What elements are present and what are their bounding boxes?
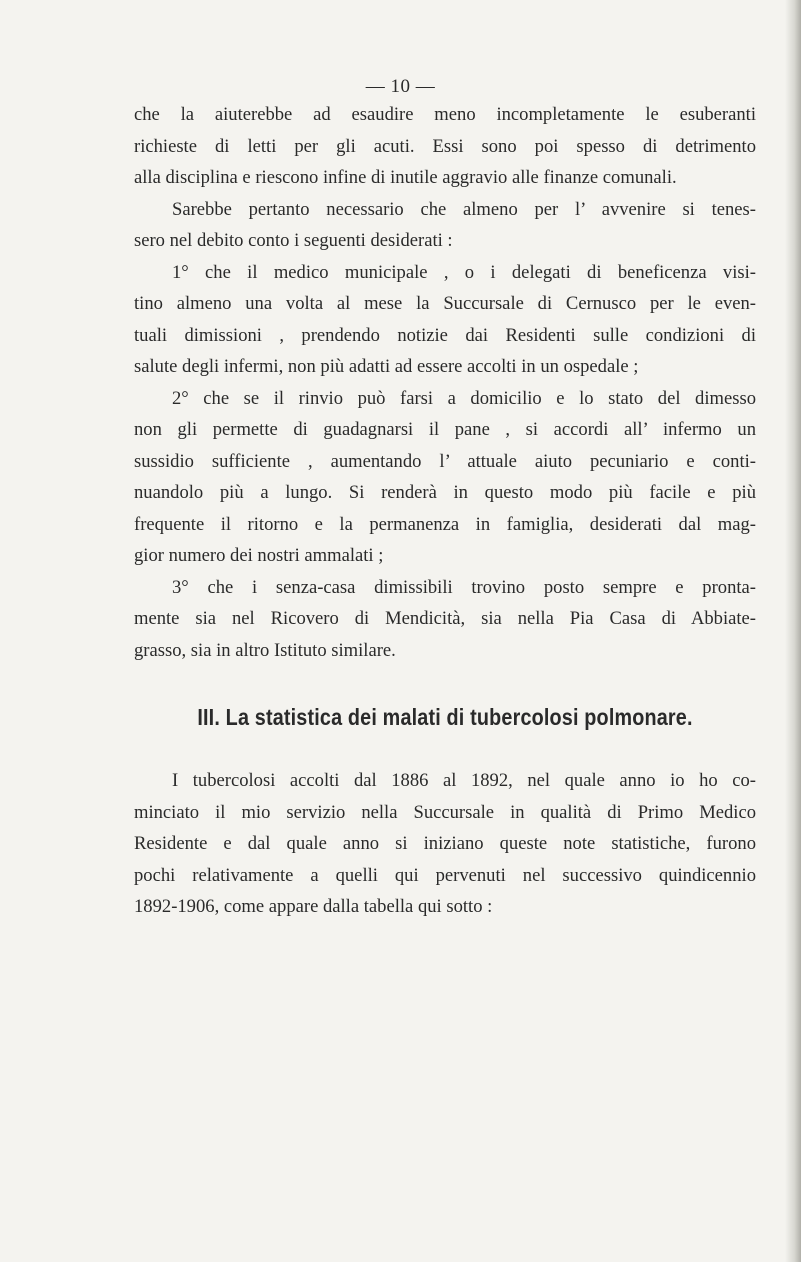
text-line: minciato il mio servizio nella Succursale in qualità di Primo Medico — [134, 801, 756, 823]
text-line: alla disciplina e riescono infine di inutile aggravio alle finanze comunali. — [134, 167, 677, 188]
text-line: richieste di letti per gli acuti. Essi sono poi spesso di detrimento — [134, 135, 756, 157]
text-line: frequente il ritorno e la permanenza in famiglia, desiderati dal mag- — [134, 513, 756, 535]
text-line: tino almeno una volta al mese la Succursale di Cernusco per le even- — [134, 293, 756, 314]
text-line: sero nel debito conto i seguenti desiderati : — [134, 230, 453, 251]
text-line: 1892-1906, come appare dalla tabella qui sotto : — [134, 896, 493, 917]
text-line: I tubercolosi accolti dal 1886 al 1892, nel quale anno io ho co- — [172, 770, 756, 791]
page-body — [134, 99, 756, 923]
text-line: non gli permette di guadagnarsi il pane , si accordi all’ infermo un — [134, 419, 756, 440]
desiderato-1 — [134, 257, 756, 383]
text-line: Residente e dal quale anno si iniziano queste note statistiche, furono — [134, 833, 756, 854]
desiderato-3 — [134, 572, 756, 667]
text-line: 2° che se il rinvio può farsi a domicilio e lo stato del dimesso — [172, 387, 756, 409]
text-line: nuandolo più a lungo. Si renderà in questo modo più facile e più — [134, 482, 756, 503]
section-heading: III. La statistica dei malati di tubercolosi polmonare. — [197, 704, 693, 730]
text-line: che la aiuterebbe ad esaudire meno incompletamente le esuberanti — [134, 104, 756, 125]
paragraph-1 — [134, 99, 756, 194]
text-line: Sarebbe pertanto necessario che almeno per l’ avvenire si tenes- — [172, 198, 756, 220]
page-number: — 10 — — [365, 76, 436, 97]
text-line: mente sia nel Ricovero di Mendicità, sia nella Pia Casa di Abbiate- — [134, 608, 756, 629]
text-line: 3° che i senza-casa dimissibili trovino posto sempre e pronta- — [172, 576, 756, 598]
text-line: salute degli infermi, non più adatti ad essere accolti in un ospedale ; — [134, 356, 639, 377]
text-line: 1° che il medico municipale , o i delegati di beneficenza visi- — [172, 261, 756, 283]
section-paragraph — [134, 765, 756, 923]
page-edge-shadow — [785, 0, 801, 1262]
text-line: pochi relativamente a quelli qui pervenuti nel successivo quindicennio — [134, 864, 756, 886]
desiderato-2 — [134, 383, 756, 572]
paragraph-2 — [134, 194, 756, 257]
text-line: grasso, sia in altro Istituto similare. — [134, 639, 396, 661]
text-line: sussidio sufficiente , aumentando l’ attuale aiuto pecuniario e conti- — [134, 450, 756, 472]
text-line: gior numero dei nostri ammalati ; — [134, 545, 384, 566]
text-line: tuali dimissioni , prendendo notizie dai Residenti sulle condizioni di — [134, 324, 756, 346]
